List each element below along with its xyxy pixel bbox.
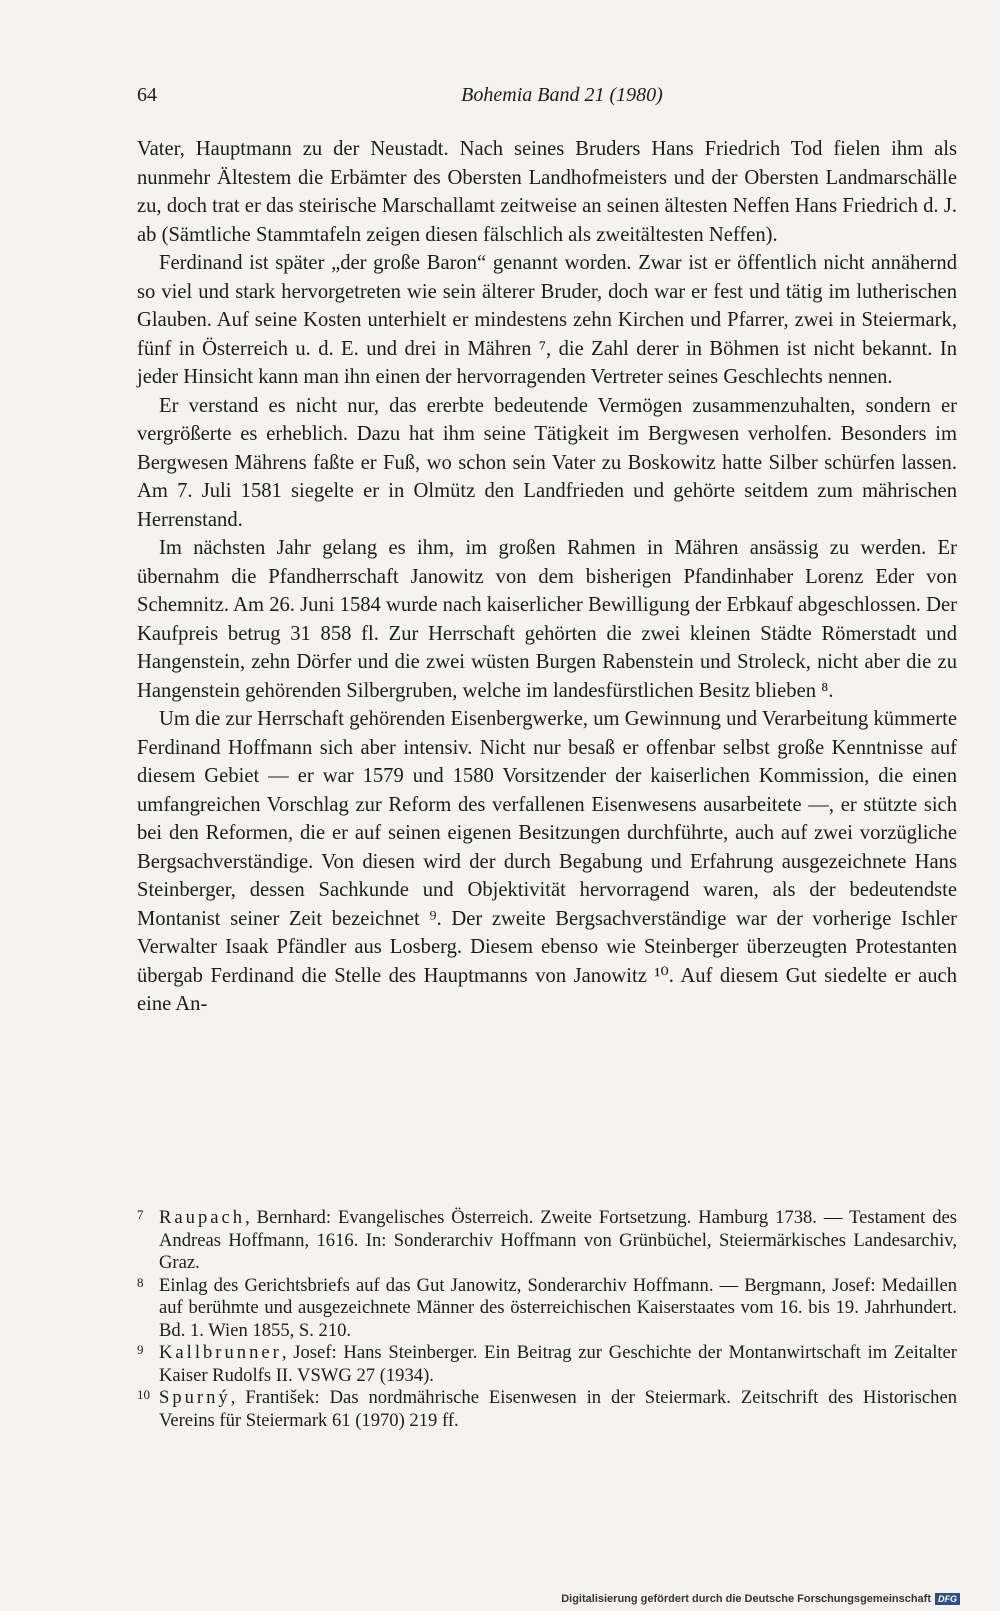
footnote-author: Raupach (159, 1207, 246, 1228)
paragraph: Ferdinand ist später „der große Baron“ genannt worden. Zwar ist er öffentlich nicht annähernd so viel und stark hervorgetreten wie sein älterer Bruder, doch war er fest und tätig im lutherischen Glauben. Auf seine Kosten unterhielt er mindestens zehn Kirchen und Pfarrer, zwei in Steiermark, fünf in Österreich u. d. E. und drei in Mähren ⁷, die Zahl derer in Böhmen ist nicht bekannt. In jeder Hinsicht kann man ihn einen der hervorragenden Vertreter seines Geschlechts nennen. (137, 252, 957, 388)
footnote-author: Kallbrunner (159, 1342, 282, 1363)
page-number: 64 (137, 84, 157, 106)
footnote-author: Spurný (159, 1387, 231, 1408)
footnotes (137, 1207, 957, 1432)
footnote-text: , Josef: Hans Steinberger. Ein Beitrag zur Geschichte der Montanwirtschaft im Zeitalter Kaiser Rudolfs II. VSWG 27 (1934). (159, 1342, 957, 1386)
running-title: Bohemia Band 21 (1980) (461, 84, 663, 106)
paragraph: Vater, Hauptmann zu der Neustadt. Nach seines Bruders Hans Friedrich Tod fielen ihm als nunmehr Ältestem die Erbämter des Obersten Landhofmeisters und der Obersten Landmarschälle zu, doch trat er das steirische Marschallamt zeitweise an seinen ältesten Neffen Hans Friedrich d. J. ab (Sämtliche Stammtafeln zeigen diesen fälschlich als zweitältesten Neffen). (137, 138, 957, 246)
credit-text: Digitalisierung gefördert durch die Deutsche Forschungsgemeinschaft (561, 1593, 931, 1605)
footnote (137, 1207, 957, 1275)
footnote-number: 8 (137, 1274, 144, 1290)
footnote (137, 1387, 957, 1432)
footnote-text: , Bernhard: Evangelisches Österreich. Zweite Fortsetzung. Hamburg 1738. — Testament des Andreas Hoffmann, 1616. In: Sonderarchiv Hoffmann von Grünbüchel, Steiermärkisches Landesarchiv, Graz. (159, 1207, 957, 1273)
footnote (137, 1342, 957, 1387)
footnote-number: 10 (137, 1387, 150, 1402)
footnote (137, 1275, 957, 1343)
footnote-number: 9 (137, 1342, 144, 1357)
body-text (137, 135, 957, 1019)
footnote-text: , František: Das nordmährische Eisenwesen in der Steiermark. Zeitschrift des Historischen Vereins für Steiermark 61 (1970) 219 ff. (159, 1387, 957, 1431)
paragraph: Er verstand es nicht nur, das ererbte bedeutende Vermögen zusammenzuhalten, sondern er vergrößerte es erheblich. Dazu hat ihm seine Tätigkeit im Bergwesen verholfen. Besonders im Bergwesen Mährens faßte er Fuß, wo schon sein Vater zu Boskowitz hatte Silber schürfen lassen. Am 7. Juli 1581 siegelte er in Olmütz den Landfrieden und gehörte seitdem zum mährischen Herrenstand. (137, 394, 957, 531)
dfg-logo-icon: DFG (935, 1593, 960, 1605)
footnote-number: 7 (137, 1207, 144, 1222)
page-header (137, 84, 957, 114)
paragraph: Im nächsten Jahr gelang es ihm, im großen Rahmen in Mähren ansässig zu werden. Er übernahm die Pfandherrschaft Janowitz von dem bisherigen Pfandinhaber Lorenz Eder von Schemnitz. Am 26. Juni 1584 wurde nach kaiserlicher Bewilligung der Erbkauf abgeschlossen. Der Kaufpreis betrug 31 858 fl. Zur Herrschaft gehörten die zwei kleinen Städte Römerstadt und Hangenstein, zehn Dörfer und die zwei wüsten Burgen Rabenstein und Stroleck, nicht aber die zu Hangenstein gehörenden Silbergruben, welche im landesfürstlichen Besitz blieben ⁸. (137, 537, 957, 702)
footnote-text: Einlag des Gerichtsbriefs auf das Gut Janowitz, Sonderarchiv Hoffmann. — Bergmann, Josef: Medaillen auf berühmte und ausgezeichnete Männer des österreichischen Kaiserstaates vom 16. bis 19. Jahrhundert. Bd. 1. Wien 1855, S. 210. (159, 1274, 957, 1341)
digitization-credit (561, 1593, 960, 1605)
paragraph: Um die zur Herrschaft gehörenden Eisenbergwerke, um Gewinnung und Verarbeitung kümmerte Ferdinand Hoffmann sich aber intensiv. Nicht nur besaß er offenbar selbst große Kenntnisse auf diesem Gebiet — er war 1579 und 1580 Vorsitzender der kaiserlichen Kommission, die einen umfangreichen Vorschlag zur Reform des verfallenen Eisenwesens ausarbeitete —, er stützte sich bei den Reformen, die er auf seinen eigenen Besitzungen durchführte, auch auf zwei vorzügliche Bergsachverständige. Von diesen wird der durch Begabung und Erfahrung ausgezeichnete Hans Steinberger, dessen Sachkunde und Objektivität hervorragend waren, als der bedeutendste Montanist seiner Zeit bezeichnet ⁹. Der zweite Bergsachverständige war der vorherige Ischler Verwalter Isaak Pfändler aus Losberg. Diesem ebenso wie Steinberger überzeugten Protestanten übergab Ferdinand die Stelle des Hauptmanns von Janowitz ¹⁰. Auf diesem Gut siedelte er auch eine An- (137, 708, 957, 1015)
